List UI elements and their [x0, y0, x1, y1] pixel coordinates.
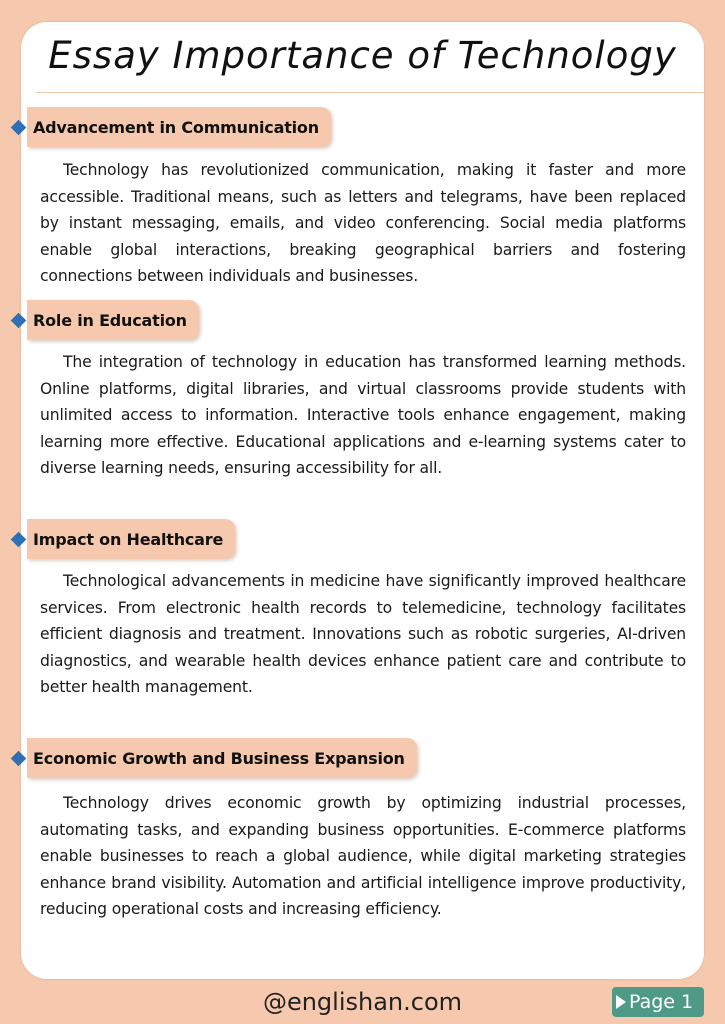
section-heading-communication: [10, 107, 331, 147]
diamond-bullet-icon: [11, 119, 27, 135]
section-heading-education: [10, 300, 199, 340]
heading-tab: [27, 107, 331, 147]
section-paragraph-education: The integration of technology in education has transformed learning methods. Online platforms, digital libraries, and virtual classrooms provide students with unlimited access to information. Interactive tools enhance engagement, making learning more effective. Educational applications and e-learning systems cater to diverse learning needs, ensuring accessibility for all.: [40, 353, 686, 477]
heading-label: Role in Education: [33, 310, 187, 330]
section-heading-economy: [10, 738, 417, 778]
heading-tab: [27, 738, 417, 778]
heading-label: Advancement in Communication: [33, 117, 319, 137]
section-paragraph-healthcare: Technological advancements in medicine have significantly improved healthcare services. From electronic health records to telemedicine, technology facilitates efficient diagnosis and treatment. Innovations such as robotic surgeries, AI-driven diagnostics, and wearable health devices enhance patient care and contribute to better health management.: [40, 572, 686, 696]
heading-label: Economic Growth and Business Expansion: [33, 748, 405, 768]
heading-label: Impact on Healthcare: [33, 529, 224, 549]
section-paragraph-communication: Technology has revolutionized communication, making it faster and more accessible. Traditional means, such as letters and telegrams, have been replaced by instant messaging, emails, and video conferencing. Social media platforms enable global interactions, breaking geographical barriers and fostering connections between individuals and businesses.: [40, 161, 686, 285]
page-title: Essay Importance of Technology: [48, 34, 677, 77]
section-paragraph-economy: Technology drives economic growth by optimizing industrial processes, automating tasks, and expanding business opportunities. E-commerce platforms enable businesses to reach a global audience, while digital marketing strategies enhance brand visibility. Automation and artificial intelligence improve productivity, reducing operational costs and increasing efficiency.: [40, 794, 686, 918]
page-number-badge: [612, 987, 704, 1017]
diamond-bullet-icon: [11, 531, 27, 547]
diamond-bullet-icon: [11, 750, 27, 766]
page-number-label: Page 1: [629, 991, 694, 1013]
title-divider: [36, 92, 704, 93]
arrow-right-icon: [616, 995, 626, 1009]
diamond-bullet-icon: [11, 312, 27, 328]
heading-tab: [27, 300, 199, 340]
section-heading-healthcare: [10, 519, 235, 559]
website-link[interactable]: @englishan.com: [262, 988, 463, 1016]
heading-tab: [27, 519, 235, 559]
